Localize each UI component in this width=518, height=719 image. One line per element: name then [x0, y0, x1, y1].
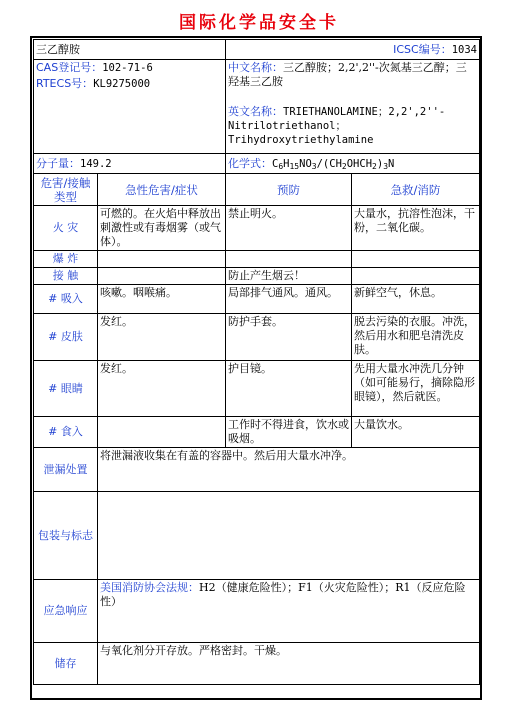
row-label-eyes: # 眼睛	[34, 361, 98, 417]
table-row	[34, 417, 480, 448]
table-row	[34, 251, 480, 268]
row-first-aid: 新鲜空气，休息。	[352, 285, 480, 314]
row-prevention: 禁止明火。	[226, 206, 352, 251]
icsc-number: 1034	[451, 43, 478, 56]
packaging-label: 包装与标志	[34, 492, 98, 580]
spill-text: 将泄漏液收集在有盖的容器中。然后用大量水冲净。	[98, 448, 480, 492]
table-row	[34, 206, 480, 251]
row-first-aid: 脱去污染的衣服。冲洗，然后用水和肥皂清洗皮肤。	[352, 314, 480, 361]
safety-card-table	[33, 39, 480, 685]
row-label-contact: 接 触	[34, 268, 98, 285]
table-row	[34, 314, 480, 361]
cas-number: 102-71-6	[102, 62, 153, 74]
emergency-cell	[98, 580, 480, 643]
row-symptoms: 发红。	[98, 314, 226, 361]
row-symptoms	[98, 417, 226, 448]
packaging-text	[98, 492, 480, 580]
row-prevention: 防护手套。	[226, 314, 352, 361]
row-symptoms: 咳嗽。咽喉痛。	[98, 285, 226, 314]
spill-label: 泄漏处置	[34, 448, 98, 492]
formula-value: $C_6H_{15}NO_3/(CH_2OHCH_2)_3N$	[272, 157, 395, 171]
row-first-aid: 大量水，抗溶性泡沫，干粉，二氧化碳。	[352, 206, 480, 251]
row-label-explosion: 爆 炸	[34, 251, 98, 268]
card-title: 国际化学品安全卡	[179, 13, 339, 33]
row-first-aid: 先用大量水冲洗几分钟（如可能易行，摘除隐形眼镜），然后就医。	[352, 361, 480, 417]
formula-label: 化学式：	[228, 156, 272, 170]
row-symptoms	[98, 268, 226, 285]
mw-value: 149.2	[80, 157, 112, 170]
rtecs-label: RTECS号：	[36, 77, 94, 90]
names-cell	[226, 60, 480, 154]
cn-name: 三乙醇胺；2,2',2''-次氮基三乙醇；三羟基三乙胺	[228, 61, 467, 88]
table-row	[34, 268, 480, 285]
chemical-name: 三乙醇胺	[36, 42, 80, 56]
table-row	[34, 361, 480, 417]
header-type: 危害/接触类型	[34, 174, 98, 206]
header-symptoms: 急性危害/症状	[98, 174, 226, 206]
cn-name-label: 中文名称：	[228, 61, 283, 74]
header-prevention: 预防	[226, 174, 352, 206]
row-first-aid	[352, 251, 480, 268]
row-label-ingestion: # 食入	[34, 417, 98, 448]
icsc-label: ICSC编号：	[393, 42, 452, 56]
rtecs-number: KL9275000	[93, 78, 151, 90]
row-prevention: 护目镜。	[226, 361, 352, 417]
formula-cell	[226, 154, 480, 174]
header-first-aid: 急救/消防	[352, 174, 480, 206]
en-name-label: 英文名称：	[228, 105, 283, 118]
registry-cell	[34, 60, 226, 154]
row-symptoms: 发红。	[98, 361, 226, 417]
cas-label: CAS登记号：	[36, 61, 103, 74]
mw-cell	[34, 154, 226, 174]
row-symptoms	[98, 251, 226, 268]
table-row	[34, 285, 480, 314]
emergency-prefix: 美国消防协会法规：	[100, 581, 199, 594]
row-prevention	[226, 251, 352, 268]
en-name: TRIETHANOLAMINE；2,2',2''-Nitrilotriethanol； Trihydroxytriethylamine	[228, 106, 446, 146]
storage-label: 储存	[34, 643, 98, 685]
chemical-name-cell	[34, 40, 226, 60]
row-label-skin: # 皮肤	[34, 314, 98, 361]
row-prevention: 工作时不得进食，饮水或吸烟。	[226, 417, 352, 448]
row-first-aid	[352, 268, 480, 285]
row-symptoms: 可燃的。在火焰中释放出刺激性或有毒烟雾（或气体）。	[98, 206, 226, 251]
row-prevention: 局部排气通风。通风。	[226, 285, 352, 314]
row-first-aid: 大量饮水。	[352, 417, 480, 448]
row-label-inhalation: # 吸入	[34, 285, 98, 314]
mw-label: 分子量：	[36, 156, 80, 170]
row-prevention: 防止产生烟云！	[226, 268, 352, 285]
icsc-cell	[226, 40, 480, 60]
emergency-label: 应急响应	[34, 580, 98, 643]
emergency-text: H2（健康危险性）；F1（火灾危险性）；R1（反应危险性）	[100, 581, 466, 608]
row-label-fire: 火 灾	[34, 206, 98, 251]
storage-text: 与氧化剂分开存放。严格密封。干燥。	[98, 643, 480, 685]
